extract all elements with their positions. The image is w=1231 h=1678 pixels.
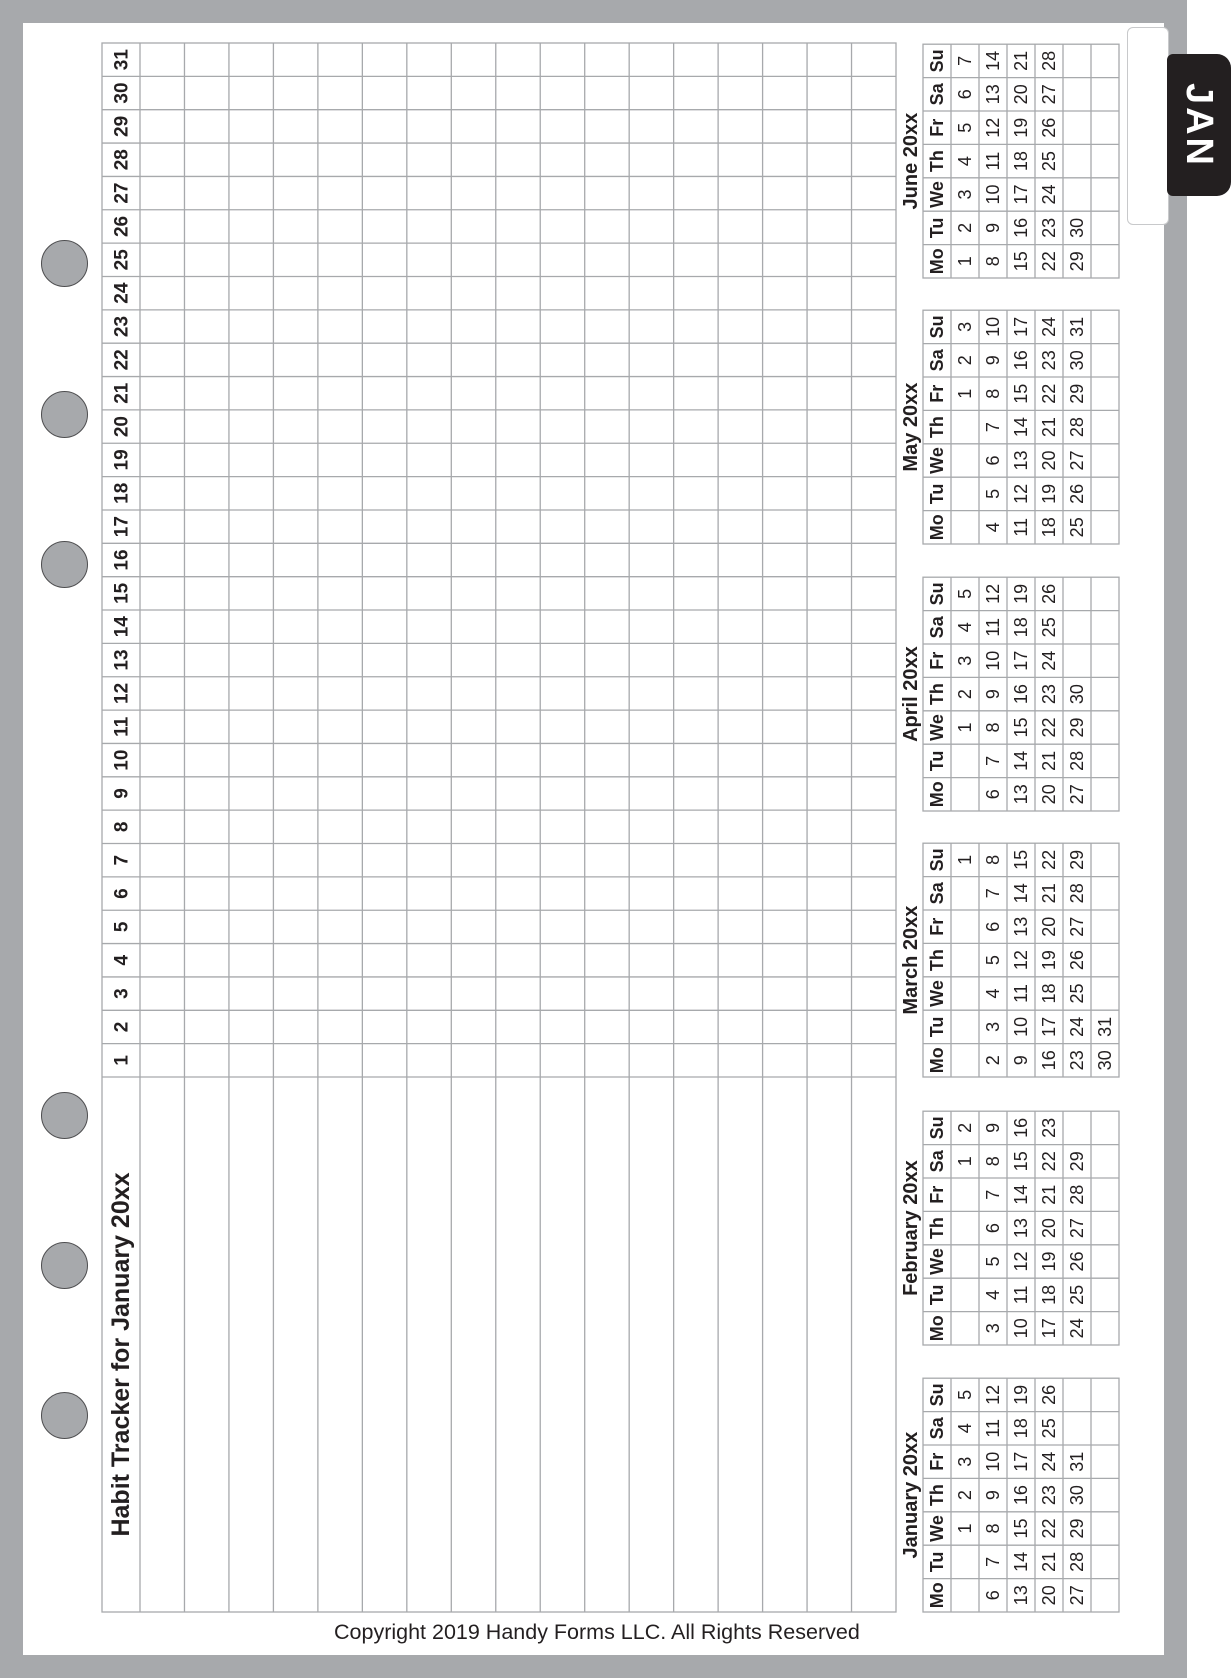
- day-number: 13: [111, 649, 133, 671]
- calendar-date: 23: [1039, 350, 1059, 371]
- calendar-date: 5: [955, 122, 975, 133]
- calendar-date: 18: [1011, 1418, 1031, 1439]
- calendar-date: 2: [983, 1055, 1003, 1066]
- weekday-label: Fr: [927, 651, 947, 670]
- calendar-date: 8: [983, 1156, 1003, 1167]
- calendar-date: 17: [1039, 1318, 1059, 1339]
- day-number: 11: [111, 716, 133, 737]
- calendar-date: 11: [1011, 517, 1031, 537]
- weekday-label: Su: [927, 49, 947, 73]
- calendar-date: 4: [955, 156, 975, 167]
- calendar-date: 19: [1011, 1384, 1031, 1405]
- calendar-date: 22: [1039, 1518, 1059, 1539]
- calendar-date: 21: [1011, 50, 1031, 71]
- calendar-date: 6: [983, 921, 1003, 932]
- calendar-date: 30: [1067, 684, 1087, 705]
- calendar-date: 1: [955, 722, 975, 733]
- calendar-date: 21: [1039, 883, 1059, 904]
- calendar-date: 16: [1011, 350, 1031, 371]
- weekday-label: Sa: [927, 1150, 947, 1173]
- habit-tracker-grid: [102, 43, 896, 1612]
- calendar-date: 5: [983, 1256, 1003, 1267]
- calendar-date: 26: [1067, 483, 1087, 504]
- calendar-date: 24: [1039, 650, 1059, 671]
- calendar-date: 17: [1011, 1451, 1031, 1472]
- weekday-label: Th: [927, 1217, 947, 1240]
- calendar-date: 15: [1011, 383, 1031, 404]
- calendar-date: 13: [1011, 1218, 1031, 1239]
- calendar-date: 2: [955, 1122, 975, 1133]
- calendar-date: 4: [955, 622, 975, 633]
- calendar-date: 26: [1039, 1384, 1059, 1405]
- calendar-date: 7: [983, 422, 1003, 433]
- calendar-date: 24: [1067, 1318, 1087, 1339]
- calendar-date: 26: [1039, 583, 1059, 604]
- calendar-date: 7: [983, 1189, 1003, 1200]
- calendar-date: 18: [1039, 983, 1059, 1004]
- day-number: 23: [111, 315, 133, 338]
- calendar-date: 20: [1039, 450, 1059, 471]
- weekday-label: Sa: [927, 616, 947, 639]
- weekday-label: Tu: [927, 1551, 947, 1573]
- calendar-date: 1: [955, 1523, 975, 1534]
- calendar-date: 16: [1039, 1050, 1059, 1071]
- calendar-date: 1: [955, 256, 975, 267]
- day-number: 27: [111, 182, 133, 204]
- calendar-date: 2: [955, 1490, 975, 1501]
- calendar-date: 21: [1039, 1184, 1059, 1205]
- calendar-date: 24: [1039, 1451, 1059, 1472]
- calendar-date: 12: [1011, 1251, 1031, 1272]
- day-number: 21: [111, 382, 133, 404]
- day-number: 24: [111, 282, 133, 304]
- day-number: 30: [111, 82, 133, 104]
- calendar-date: 3: [983, 1323, 1003, 1334]
- calendar-date: 9: [983, 1490, 1003, 1501]
- day-number: 18: [111, 482, 133, 504]
- calendar-date: 6: [983, 789, 1003, 800]
- calendar-date: 17: [1011, 316, 1031, 337]
- weekday-label: Sa: [927, 1417, 947, 1440]
- calendar-date: 28: [1067, 883, 1087, 904]
- weekday-label: We: [927, 714, 947, 741]
- calendar-date: 28: [1067, 417, 1087, 438]
- calendar-date: 1: [955, 854, 975, 865]
- calendar-date: 27: [1067, 1585, 1087, 1606]
- mini-calendars: [900, 44, 1119, 1612]
- calendar-date: 18: [1011, 151, 1031, 172]
- calendar-date: 15: [1011, 1151, 1031, 1172]
- calendar-date: 4: [983, 1289, 1003, 1300]
- day-number: 10: [111, 749, 133, 771]
- day-number: 29: [111, 115, 133, 137]
- calendar-date: 14: [1011, 1184, 1031, 1205]
- day-number: 25: [111, 249, 133, 271]
- day-number: 8: [111, 821, 133, 833]
- calendar-date: 11: [1011, 1285, 1031, 1305]
- weekday-label: Tu: [927, 217, 947, 239]
- calendar-date: 27: [1067, 916, 1087, 937]
- calendar-date: 15: [1011, 251, 1031, 272]
- calendar-date: 25: [1039, 617, 1059, 638]
- calendar-date: 20: [1039, 1585, 1059, 1606]
- calendar-date: 7: [983, 755, 1003, 766]
- calendar-date: 27: [1067, 1218, 1087, 1239]
- weekday-label: Tu: [927, 1016, 947, 1038]
- weekday-label: Mo: [927, 1582, 947, 1609]
- calendar-date: 22: [1039, 717, 1059, 738]
- calendar-date: 6: [955, 89, 975, 100]
- calendar-date: 29: [1067, 1151, 1087, 1172]
- calendar-date: 19: [1011, 117, 1031, 138]
- weekday-label: Fr: [927, 1452, 947, 1471]
- calendar-date: 23: [1039, 1485, 1059, 1506]
- calendar-date: 9: [1011, 1055, 1031, 1066]
- weekday-label: Su: [927, 315, 947, 339]
- calendar-date: 10: [983, 316, 1003, 337]
- calendar-date: 14: [1011, 883, 1031, 904]
- day-number: 20: [111, 416, 133, 438]
- weekday-label: Tu: [927, 750, 947, 772]
- tracker-border: [102, 43, 896, 1612]
- calendar-date: 16: [1011, 1485, 1031, 1506]
- calendar-date: 10: [983, 650, 1003, 671]
- calendar-date: 23: [1039, 217, 1059, 238]
- calendar-date: 7: [983, 1556, 1003, 1567]
- weekday-label: Th: [927, 683, 947, 706]
- weekday-label: Sa: [927, 349, 947, 372]
- calendar-date: 9: [983, 1122, 1003, 1133]
- weekday-label: Th: [927, 949, 947, 972]
- calendar-date: 29: [1067, 849, 1087, 870]
- month-calendar: [900, 1111, 1119, 1345]
- weekday-label: Su: [927, 582, 947, 606]
- calendar-date: 21: [1039, 1551, 1059, 1572]
- calendar-date: 4: [983, 988, 1003, 999]
- tab-label-text: JAN: [1178, 82, 1221, 168]
- calendar-date: 5: [955, 588, 975, 599]
- calendar-date: 16: [1011, 217, 1031, 238]
- weekday-label: We: [927, 1248, 947, 1275]
- day-number: 3: [111, 988, 133, 999]
- calendar-date: 6: [983, 1590, 1003, 1601]
- calendar-date: 25: [1039, 1418, 1059, 1439]
- calendar-date: 17: [1011, 184, 1031, 205]
- weekday-label: Mo: [927, 514, 947, 541]
- month-calendar-title: February 20xx: [900, 1160, 922, 1296]
- calendar-date: 21: [1039, 417, 1059, 438]
- calendar-date: 4: [983, 522, 1003, 533]
- calendar-date: 31: [1067, 1451, 1087, 1472]
- calendar-date: 13: [983, 84, 1003, 105]
- calendar-date: 23: [1039, 684, 1059, 705]
- calendar-date: 14: [1011, 750, 1031, 771]
- calendar-date: 29: [1067, 251, 1087, 272]
- weekday-label: Th: [927, 416, 947, 439]
- day-number: 1: [111, 1055, 133, 1066]
- calendar-date: 3: [983, 1021, 1003, 1032]
- calendar-date: 18: [1039, 1284, 1059, 1305]
- calendar-date: 15: [1011, 849, 1031, 870]
- calendar-date: 9: [983, 222, 1003, 233]
- month-calendar-title: January 20xx: [900, 1431, 922, 1559]
- month-calendar: [900, 310, 1119, 544]
- calendar-date: 25: [1067, 1284, 1087, 1305]
- month-calendar: [900, 44, 1119, 278]
- weekday-label: Mo: [927, 781, 947, 808]
- calendar-date: 18: [1039, 517, 1059, 538]
- calendar-date: 10: [983, 1451, 1003, 1472]
- calendar-date: 31: [1067, 316, 1087, 337]
- weekday-label: Su: [927, 848, 947, 872]
- calendar-date: 11: [983, 617, 1003, 637]
- weekday-label: Fr: [927, 118, 947, 137]
- calendar-date: 29: [1067, 383, 1087, 404]
- weekday-label: Sa: [927, 83, 947, 106]
- tracker-title: Habit Tracker for January 20xx: [107, 1172, 135, 1537]
- calendar-date: 22: [1039, 383, 1059, 404]
- calendar-date: 9: [983, 689, 1003, 700]
- calendar-date: 27: [1067, 450, 1087, 471]
- calendar-date: 10: [1011, 1016, 1031, 1037]
- calendar-date: 3: [955, 189, 975, 200]
- calendar-date: 23: [1067, 1050, 1087, 1071]
- calendar-date: 13: [1011, 1585, 1031, 1606]
- calendar-date: 24: [1039, 316, 1059, 337]
- month-calendar: [900, 843, 1119, 1077]
- weekday-label: Th: [927, 1484, 947, 1507]
- calendar-date: 29: [1067, 717, 1087, 738]
- day-number: 12: [111, 682, 133, 704]
- calendar-date: 25: [1039, 151, 1059, 172]
- calendar-date: 8: [983, 1523, 1003, 1534]
- calendar-date: 30: [1095, 1050, 1115, 1071]
- calendar-date: 12: [983, 583, 1003, 604]
- calendar-date: 20: [1039, 1218, 1059, 1239]
- weekday-label: Fr: [927, 384, 947, 403]
- copyright-text: Copyright 2019 Handy Forms LLC. All Rights Reserved: [334, 1620, 860, 1644]
- weekday-label: Su: [927, 1383, 947, 1407]
- calendar-date: 13: [1011, 450, 1031, 471]
- calendar-date: 1: [955, 1156, 975, 1167]
- weekday-label: We: [927, 1515, 947, 1542]
- calendar-date: 22: [1039, 251, 1059, 272]
- day-number: 7: [111, 854, 133, 866]
- calendar-date: 7: [955, 55, 975, 66]
- calendar-date: 22: [1039, 849, 1059, 870]
- weekday-label: Tu: [927, 483, 947, 505]
- calendar-date: 15: [1011, 1518, 1031, 1539]
- calendar-date: 30: [1067, 1485, 1087, 1506]
- calendar-date: 4: [955, 1423, 975, 1434]
- calendar-date: 14: [983, 50, 1003, 71]
- calendar-date: 13: [1011, 784, 1031, 805]
- calendar-date: 15: [1011, 717, 1031, 738]
- calendar-date: 11: [983, 151, 1003, 171]
- day-number: 14: [111, 616, 133, 638]
- weekday-label: We: [927, 980, 947, 1007]
- weekday-label: Mo: [927, 248, 947, 275]
- calendar-date: 12: [1011, 483, 1031, 504]
- calendar-date: 20: [1039, 784, 1059, 805]
- day-number: 5: [111, 921, 133, 933]
- calendar-date: 17: [1011, 650, 1031, 671]
- calendar-date: 19: [1039, 950, 1059, 971]
- weekday-label: Tu: [927, 1284, 947, 1306]
- weekday-label: Fr: [927, 917, 947, 936]
- footer: [0, 1618, 1231, 1646]
- calendar-date: 11: [1011, 984, 1031, 1003]
- calendar-date: 2: [955, 222, 975, 233]
- calendar-date: 8: [983, 722, 1003, 733]
- calendar-date: 30: [1067, 217, 1087, 238]
- month-calendar: [900, 1378, 1119, 1612]
- calendar-date: 19: [1011, 583, 1031, 604]
- calendar-date: 20: [1039, 916, 1059, 937]
- calendar-date: 1: [955, 388, 975, 399]
- calendar-date: 27: [1067, 784, 1087, 805]
- day-number: 2: [111, 1021, 133, 1033]
- calendar-date: 22: [1039, 1151, 1059, 1172]
- day-number: 4: [111, 954, 133, 966]
- weekday-label: Th: [927, 150, 947, 173]
- calendar-date: 28: [1039, 50, 1059, 71]
- calendar-date: 6: [983, 1223, 1003, 1234]
- calendar-date: 17: [1039, 1016, 1059, 1037]
- month-calendar-title: March 20xx: [900, 905, 922, 1015]
- calendar-date: 12: [983, 117, 1003, 138]
- calendar-date: 6: [983, 455, 1003, 466]
- weekday-label: Su: [927, 1116, 947, 1140]
- day-number: 31: [111, 49, 133, 71]
- weekday-label: Mo: [927, 1047, 947, 1074]
- day-number: 17: [111, 516, 133, 538]
- calendar-date: 24: [1067, 1016, 1087, 1037]
- calendar-date: 26: [1067, 950, 1087, 971]
- calendar-date: 29: [1067, 1518, 1087, 1539]
- day-number: 22: [111, 349, 133, 371]
- weekday-label: We: [927, 447, 947, 474]
- month-calendar-title: April 20xx: [900, 646, 922, 742]
- calendar-date: 3: [955, 1456, 975, 1467]
- calendar-date: 18: [1011, 617, 1031, 638]
- calendar-date: 31: [1095, 1016, 1115, 1037]
- month-calendar-title: June 20xx: [900, 112, 922, 210]
- weekday-label: Sa: [927, 882, 947, 905]
- calendar-date: 8: [983, 256, 1003, 267]
- calendar-date: 27: [1039, 84, 1059, 105]
- calendar-date: 10: [1011, 1318, 1031, 1339]
- month-calendar: [900, 577, 1119, 811]
- day-number: 9: [111, 788, 133, 799]
- weekday-label: We: [927, 181, 947, 208]
- calendar-date: 26: [1039, 117, 1059, 138]
- calendar-date: 23: [1039, 1117, 1059, 1138]
- calendar-date: 13: [1011, 916, 1031, 937]
- calendar-date: 7: [983, 888, 1003, 899]
- calendar-date: 14: [1011, 417, 1031, 438]
- calendar-date: 25: [1067, 517, 1087, 538]
- day-number: 15: [111, 582, 133, 604]
- calendar-date: 28: [1067, 750, 1087, 771]
- calendar-date: 14: [1011, 1551, 1031, 1572]
- calendar-date: 5: [955, 1389, 975, 1400]
- calendar-date: 2: [955, 355, 975, 366]
- calendar-date: 3: [955, 655, 975, 666]
- calendar-date: 20: [1011, 84, 1031, 105]
- day-number: 6: [111, 888, 133, 899]
- calendar-date: 9: [983, 355, 1003, 366]
- day-number: 28: [111, 149, 133, 171]
- calendar-date: 12: [1011, 950, 1031, 971]
- calendar-date: 16: [1011, 684, 1031, 705]
- calendar-date: 2: [955, 689, 975, 700]
- calendar-date: 21: [1039, 750, 1059, 771]
- day-number: 26: [111, 215, 133, 238]
- weekday-label: Fr: [927, 1185, 947, 1204]
- calendar-date: 10: [983, 184, 1003, 205]
- month-calendar-title: May 20xx: [900, 382, 922, 472]
- calendar-date: 5: [983, 955, 1003, 966]
- calendar-date: 25: [1067, 983, 1087, 1004]
- calendar-date: 12: [983, 1384, 1003, 1405]
- calendar-date: 19: [1039, 1251, 1059, 1272]
- calendar-date: 3: [955, 321, 975, 332]
- calendar-date: 19: [1039, 483, 1059, 504]
- weekday-label: Mo: [927, 1315, 947, 1342]
- calendar-date: 8: [983, 854, 1003, 865]
- calendar-date: 11: [983, 1418, 1003, 1438]
- day-number: 16: [111, 549, 133, 571]
- calendar-date: 8: [983, 388, 1003, 399]
- calendar-date: 28: [1067, 1184, 1087, 1205]
- calendar-date: 16: [1011, 1117, 1031, 1138]
- calendar-date: 24: [1039, 184, 1059, 205]
- calendar-date: 30: [1067, 350, 1087, 371]
- day-number: 19: [111, 449, 133, 471]
- calendar-date: 26: [1067, 1251, 1087, 1272]
- calendar-date: 5: [983, 488, 1003, 499]
- calendar-date: 28: [1067, 1551, 1087, 1572]
